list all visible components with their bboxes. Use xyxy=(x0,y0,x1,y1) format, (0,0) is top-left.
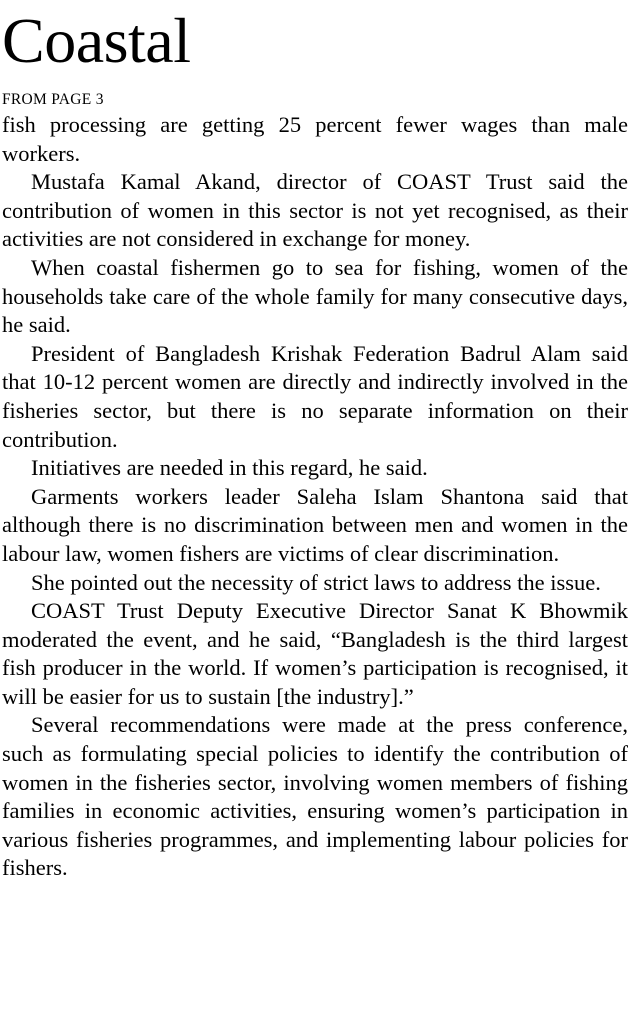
news-article xyxy=(2,0,628,883)
paragraph: President of Bangladesh Krishak Federation Badrul Alam said that 10-12 percent women are directly and indirectly involved in the fisheries sector, but there is no separate information on their contribution. xyxy=(2,340,628,452)
paragraph: Mustafa Kamal Akand, director of COAST Trust said the contribution of women in this sector is not yet recognised, as their activities are not considered in exchange for money. xyxy=(2,169,628,252)
paragraph: Initiatives are needed in this regard, he said. xyxy=(31,455,428,481)
paragraph: When coastal fishermen go to sea for fishing, women of the households take care of the whole family for many consecutive days, he said. xyxy=(2,254,628,338)
headline: Coastal xyxy=(2,5,191,76)
paragraph: Several recommendations were made at the press conference, such as formulating special policies to identify the contribution of women in the fisheries sector, involving women members of fishing families in economic activities, ensuring women’s participation in various fisheries programmes, and implementing labour policies for fishers. xyxy=(2,712,628,881)
paragraph: She pointed out the necessity of strict laws to address the issue. xyxy=(31,569,601,595)
paragraph: COAST Trust Deputy Executive Director Sanat K Bhowmik moderated the event, and he said, “Bangladesh is the third largest fish producer in the world. If women’s participation is recognised, it will be easier for us to sustain [the industry].” xyxy=(2,598,628,709)
paragraph: Garments workers leader Saleha Islam Shantona said that although there is no discrimination between men and women in the labour law, women fishers are victims of clear discrimination. xyxy=(2,483,628,566)
paragraph: fish processing are getting 25 percent fewer wages than male workers. xyxy=(2,112,628,166)
jump-line: FROM PAGE 3 xyxy=(2,91,104,108)
article-body xyxy=(2,111,628,883)
